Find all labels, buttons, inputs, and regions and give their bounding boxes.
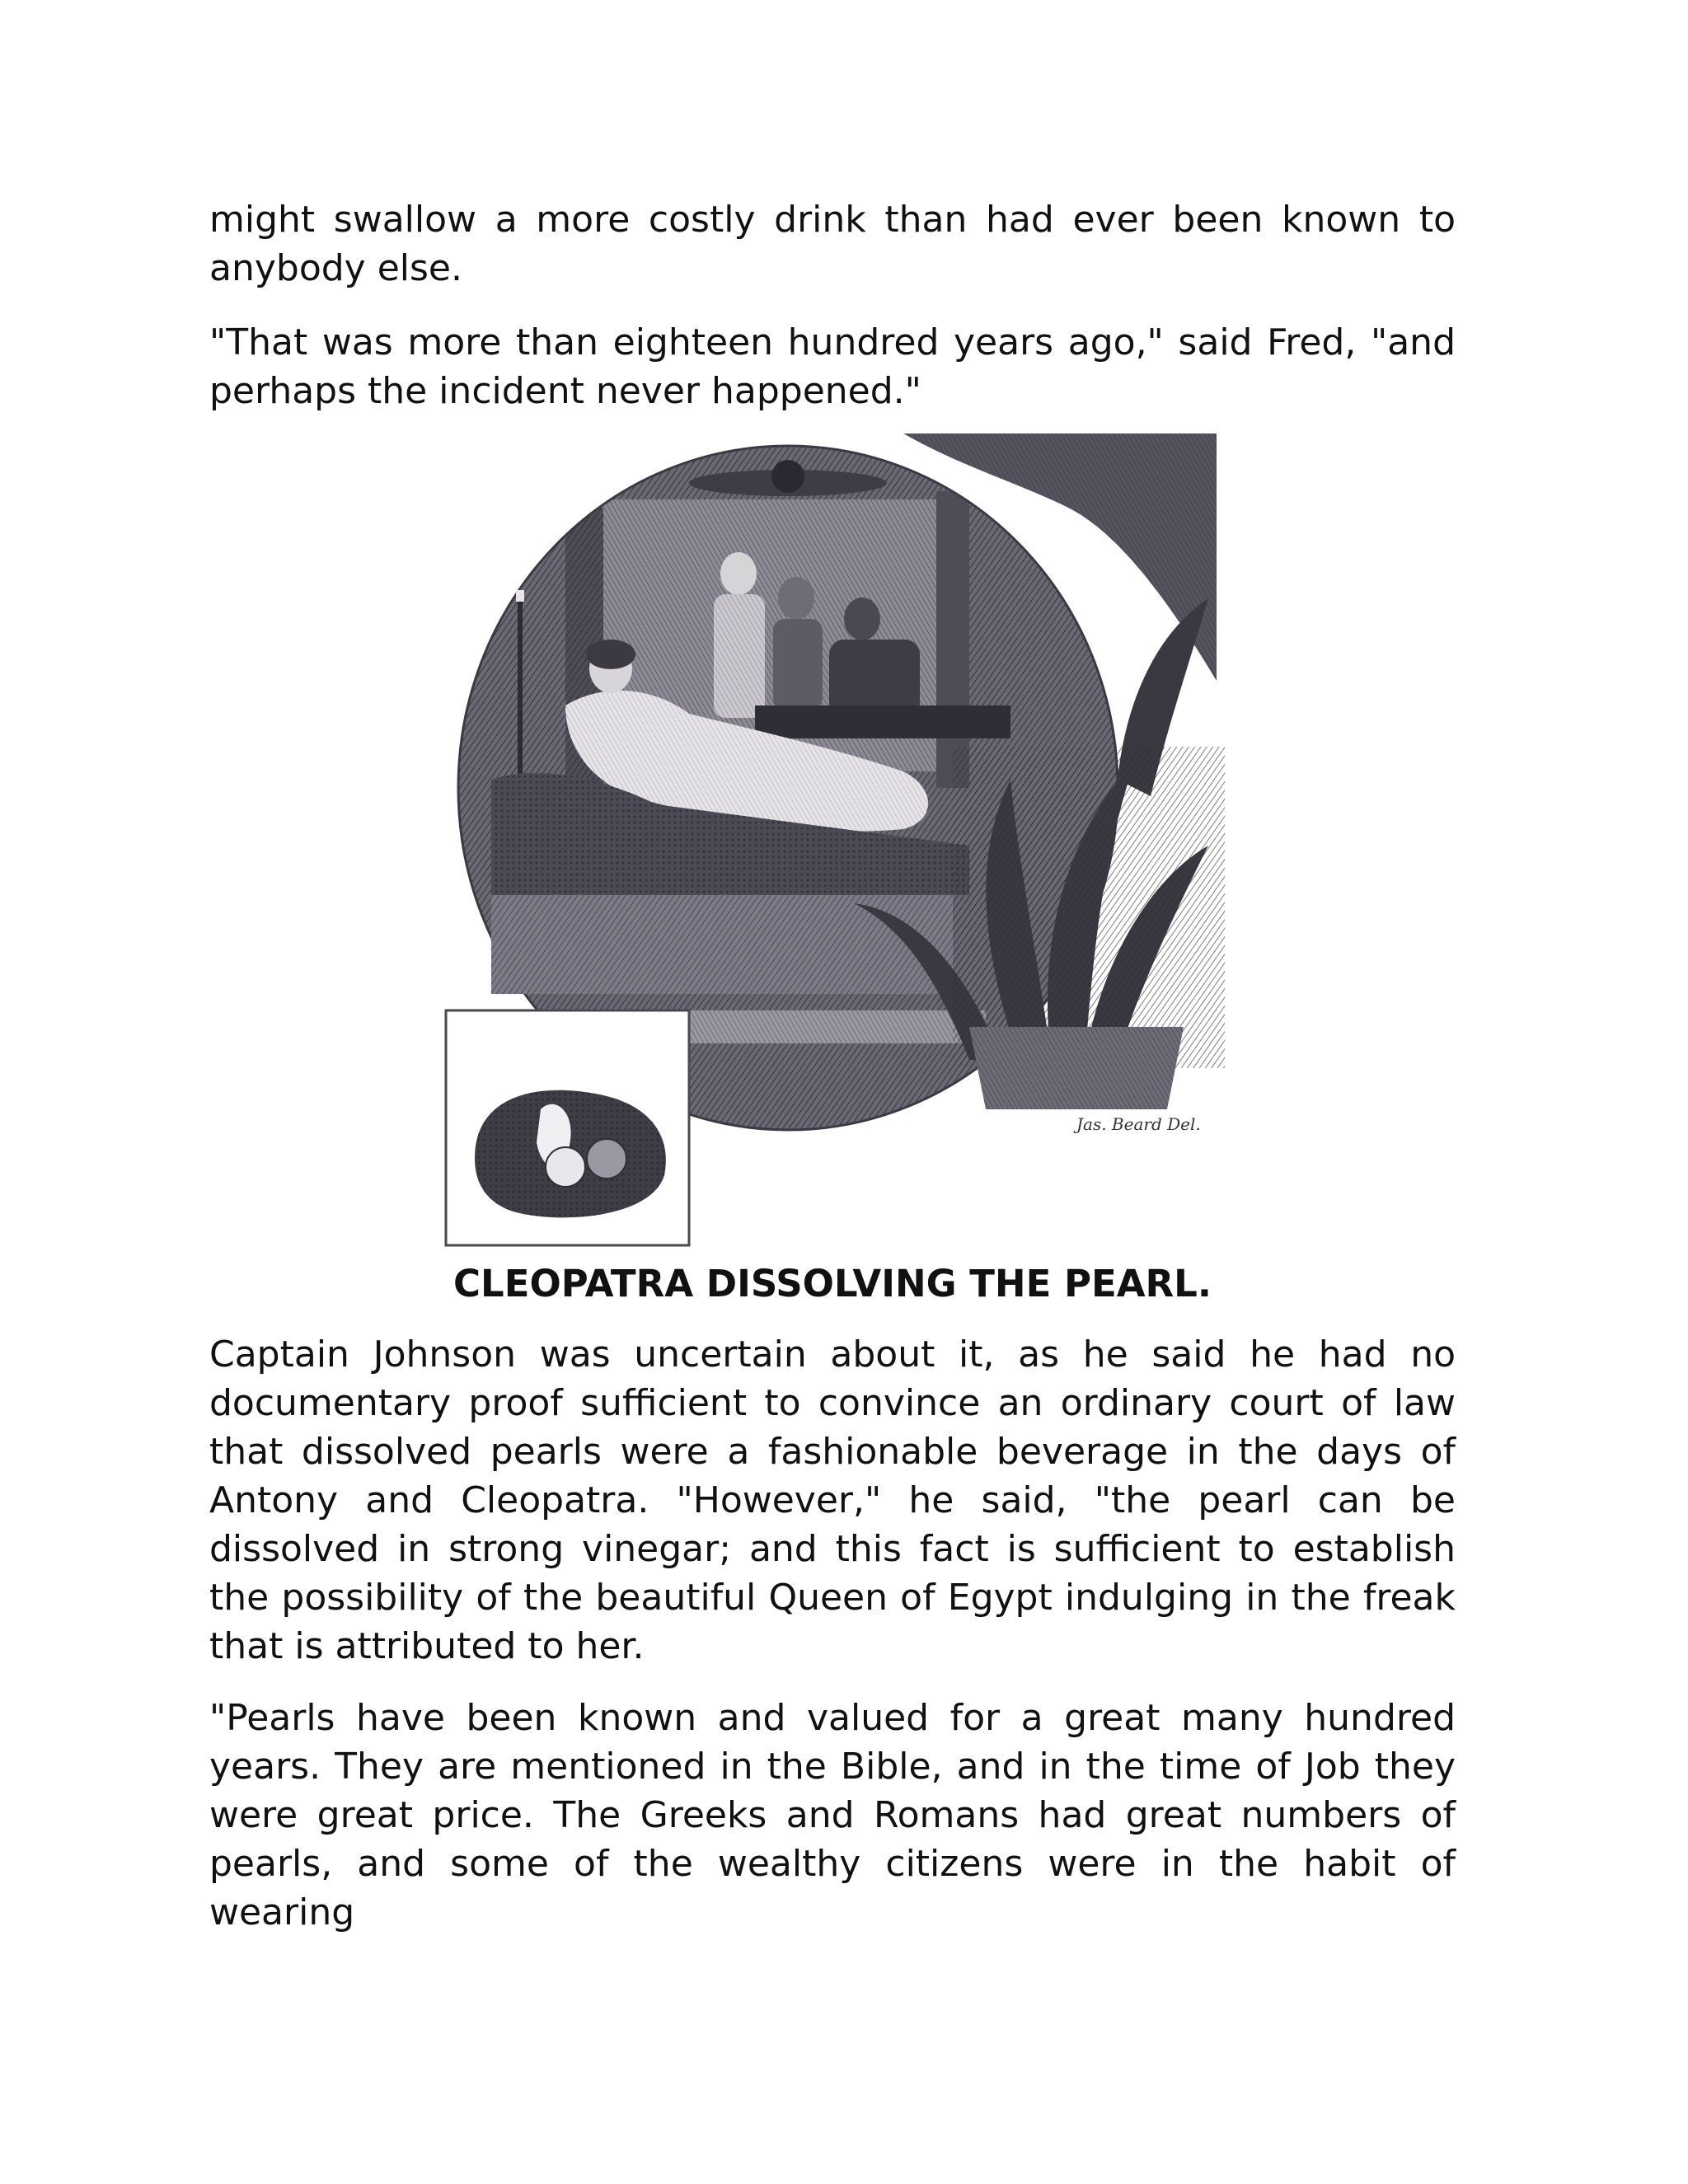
- paragraph-2: "That was more than eighteen hundred years ago," said Fred, "and perhaps the incident never happened.": [209, 321, 1456, 412]
- cleopatra-engraving: [442, 434, 1226, 1249]
- figure-caption: CLEOPATRA DISSOLVING THE PEARL.: [453, 1262, 1212, 1305]
- paragraph-1: might swallow a more costly drink than had ever been known to anybody else.: [209, 199, 1456, 289]
- engraver-signature: Jas. Beard Del.: [1076, 1114, 1201, 1134]
- paragraph-4: "Pearls have been known and valued for a great many hundred years. They are mentioned in the Bible, and in the time of Job they were great price. The Greeks and Romans had great numbers of pearls, and some of the wealthy citizens were in the habit of wearing: [209, 1697, 1456, 1933]
- paragraph-3: Captain Johnson was uncertain about it, as he said he had no documentary proof sufficient to convince an ordinary court of law that dissolved pearls were a fashionable beverage in the days of Antony and Cleopatra. "However," he said, "the pearl can be dissolved in strong vinegar; and this fact is sufficient to establish the possibility of the beautiful Queen of Egypt indulging in the freak that is attributed to her.: [209, 1333, 1456, 1667]
